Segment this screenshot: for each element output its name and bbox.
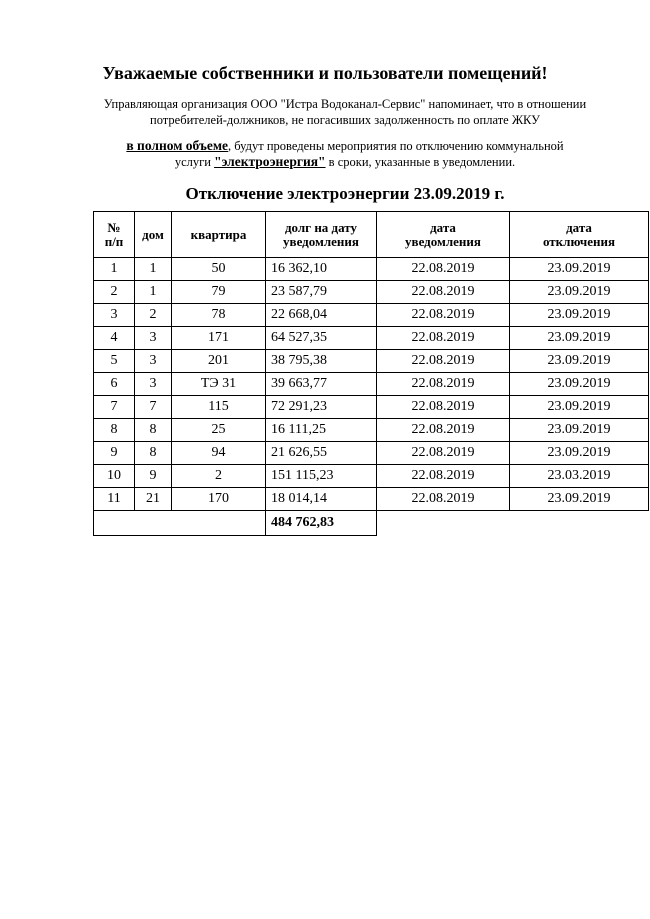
intro-line-4-prefix: услуги: [174, 155, 215, 169]
cell-number: 3: [94, 304, 135, 327]
total-debt: 484 762,83: [266, 511, 377, 536]
section-subtitle: Отключение электроэнергии 23.09.2019 г.: [185, 184, 505, 203]
cell-number: 7: [94, 396, 135, 419]
header-cutoff-date: дата отключения: [510, 212, 649, 258]
cell-notice-date: 22.08.2019: [377, 419, 510, 442]
cell-house: 3: [135, 373, 172, 396]
cell-debt: 22 668,04: [266, 304, 377, 327]
cell-debt: 64 527,35: [266, 327, 377, 350]
cell-apartment: 79: [172, 281, 266, 304]
cell-house: 7: [135, 396, 172, 419]
cell-debt: 18 014,14: [266, 488, 377, 511]
cell-debt: 72 291,23: [266, 396, 377, 419]
header-debt: долг на дату уведомления: [266, 212, 377, 258]
header-house: дом: [135, 212, 172, 258]
cell-cutoff-date: 23.09.2019: [510, 281, 649, 304]
table-row: [94, 350, 649, 373]
cell-cutoff-date: 23.09.2019: [510, 350, 649, 373]
cell-debt: 39 663,77: [266, 373, 377, 396]
cell-cutoff-date: 23.09.2019: [510, 488, 649, 511]
cell-debt: 16 111,25: [266, 419, 377, 442]
total-blank: [377, 511, 649, 536]
intro-line-2: потребителей-должников, не погасивших задолженность по оплате ЖКУ: [150, 113, 540, 127]
cell-notice-date: 22.08.2019: [377, 327, 510, 350]
cell-cutoff-date: 23.09.2019: [510, 304, 649, 327]
cell-house: 2: [135, 304, 172, 327]
cell-notice-date: 22.08.2019: [377, 258, 510, 281]
cell-cutoff-date: 23.09.2019: [510, 419, 649, 442]
cell-apartment: ТЭ 31: [172, 373, 266, 396]
cell-apartment: 201: [172, 350, 266, 373]
cell-cutoff-date: 23.09.2019: [510, 373, 649, 396]
table-row: [94, 465, 649, 488]
cell-cutoff-date: 23.09.2019: [510, 442, 649, 465]
intro-line-4: [90, 154, 600, 170]
cell-cutoff-date: 23.03.2019: [510, 465, 649, 488]
cell-apartment: 2: [172, 465, 266, 488]
cell-number: 10: [94, 465, 135, 488]
emphasis-full-amount: в полном объеме: [126, 138, 229, 153]
table-header-row: [94, 212, 649, 258]
table-row: [94, 304, 649, 327]
cell-cutoff-date: 23.09.2019: [510, 327, 649, 350]
cell-notice-date: 22.08.2019: [377, 281, 510, 304]
cell-apartment: 25: [172, 419, 266, 442]
table-row: [94, 258, 649, 281]
cell-cutoff-date: 23.09.2019: [510, 258, 649, 281]
cell-debt: 23 587,79: [266, 281, 377, 304]
cell-number: 5: [94, 350, 135, 373]
cell-notice-date: 22.08.2019: [377, 488, 510, 511]
table-row: [94, 281, 649, 304]
cell-apartment: 115: [172, 396, 266, 419]
cell-number: 9: [94, 442, 135, 465]
cell-notice-date: 22.08.2019: [377, 442, 510, 465]
cell-number: 8: [94, 419, 135, 442]
cell-house: 21: [135, 488, 172, 511]
header-apartment: квартира: [172, 212, 266, 258]
cell-apartment: 94: [172, 442, 266, 465]
header-number: № п/п: [94, 212, 135, 258]
cell-debt: 38 795,38: [266, 350, 377, 373]
cell-notice-date: 22.08.2019: [377, 373, 510, 396]
header-notice-date: дата уведомления: [377, 212, 510, 258]
intro-line-4-text: в сроки, указанные в уведомлении.: [325, 155, 516, 169]
total-empty-cell: [94, 511, 266, 536]
table-row: [94, 396, 649, 419]
cell-apartment: 50: [172, 258, 266, 281]
cell-number: 1: [94, 258, 135, 281]
cell-house: 3: [135, 350, 172, 373]
cell-house: 3: [135, 327, 172, 350]
intro-line-3: [90, 138, 600, 154]
table-row: [94, 488, 649, 511]
cell-number: 11: [94, 488, 135, 511]
debtors-table: [93, 211, 649, 536]
table-row: [94, 419, 649, 442]
cell-notice-date: 22.08.2019: [377, 396, 510, 419]
cell-debt: 16 362,10: [266, 258, 377, 281]
page-title: Уважаемые собственники и пользователи помещений!: [102, 63, 548, 83]
intro-line-1: Управляющая организация ООО "Истра Водоканал-Сервис" напоминает, что в отношении: [103, 97, 587, 111]
cell-apartment: 171: [172, 327, 266, 350]
cell-cutoff-date: 23.09.2019: [510, 396, 649, 419]
intro-paragraph-1: [90, 96, 600, 128]
cell-number: 6: [94, 373, 135, 396]
intro-line-3-text: , будут проведены мероприятия по отключению коммунальной: [228, 139, 564, 153]
table-row: [94, 327, 649, 350]
cell-debt: 151 115,23: [266, 465, 377, 488]
cell-notice-date: 22.08.2019: [377, 465, 510, 488]
cell-apartment: 170: [172, 488, 266, 511]
cell-apartment: 78: [172, 304, 266, 327]
table-row: [94, 373, 649, 396]
cell-house: 1: [135, 258, 172, 281]
table-row: [94, 442, 649, 465]
cell-notice-date: 22.08.2019: [377, 304, 510, 327]
cell-house: 8: [135, 419, 172, 442]
cell-house: 1: [135, 281, 172, 304]
cell-number: 2: [94, 281, 135, 304]
cell-house: 9: [135, 465, 172, 488]
emphasis-service: "электроэнергия": [214, 154, 326, 169]
cell-house: 8: [135, 442, 172, 465]
cell-debt: 21 626,55: [266, 442, 377, 465]
cell-number: 4: [94, 327, 135, 350]
table-total-row: [94, 511, 649, 536]
cell-notice-date: 22.08.2019: [377, 350, 510, 373]
intro-paragraph-2: [90, 138, 600, 170]
